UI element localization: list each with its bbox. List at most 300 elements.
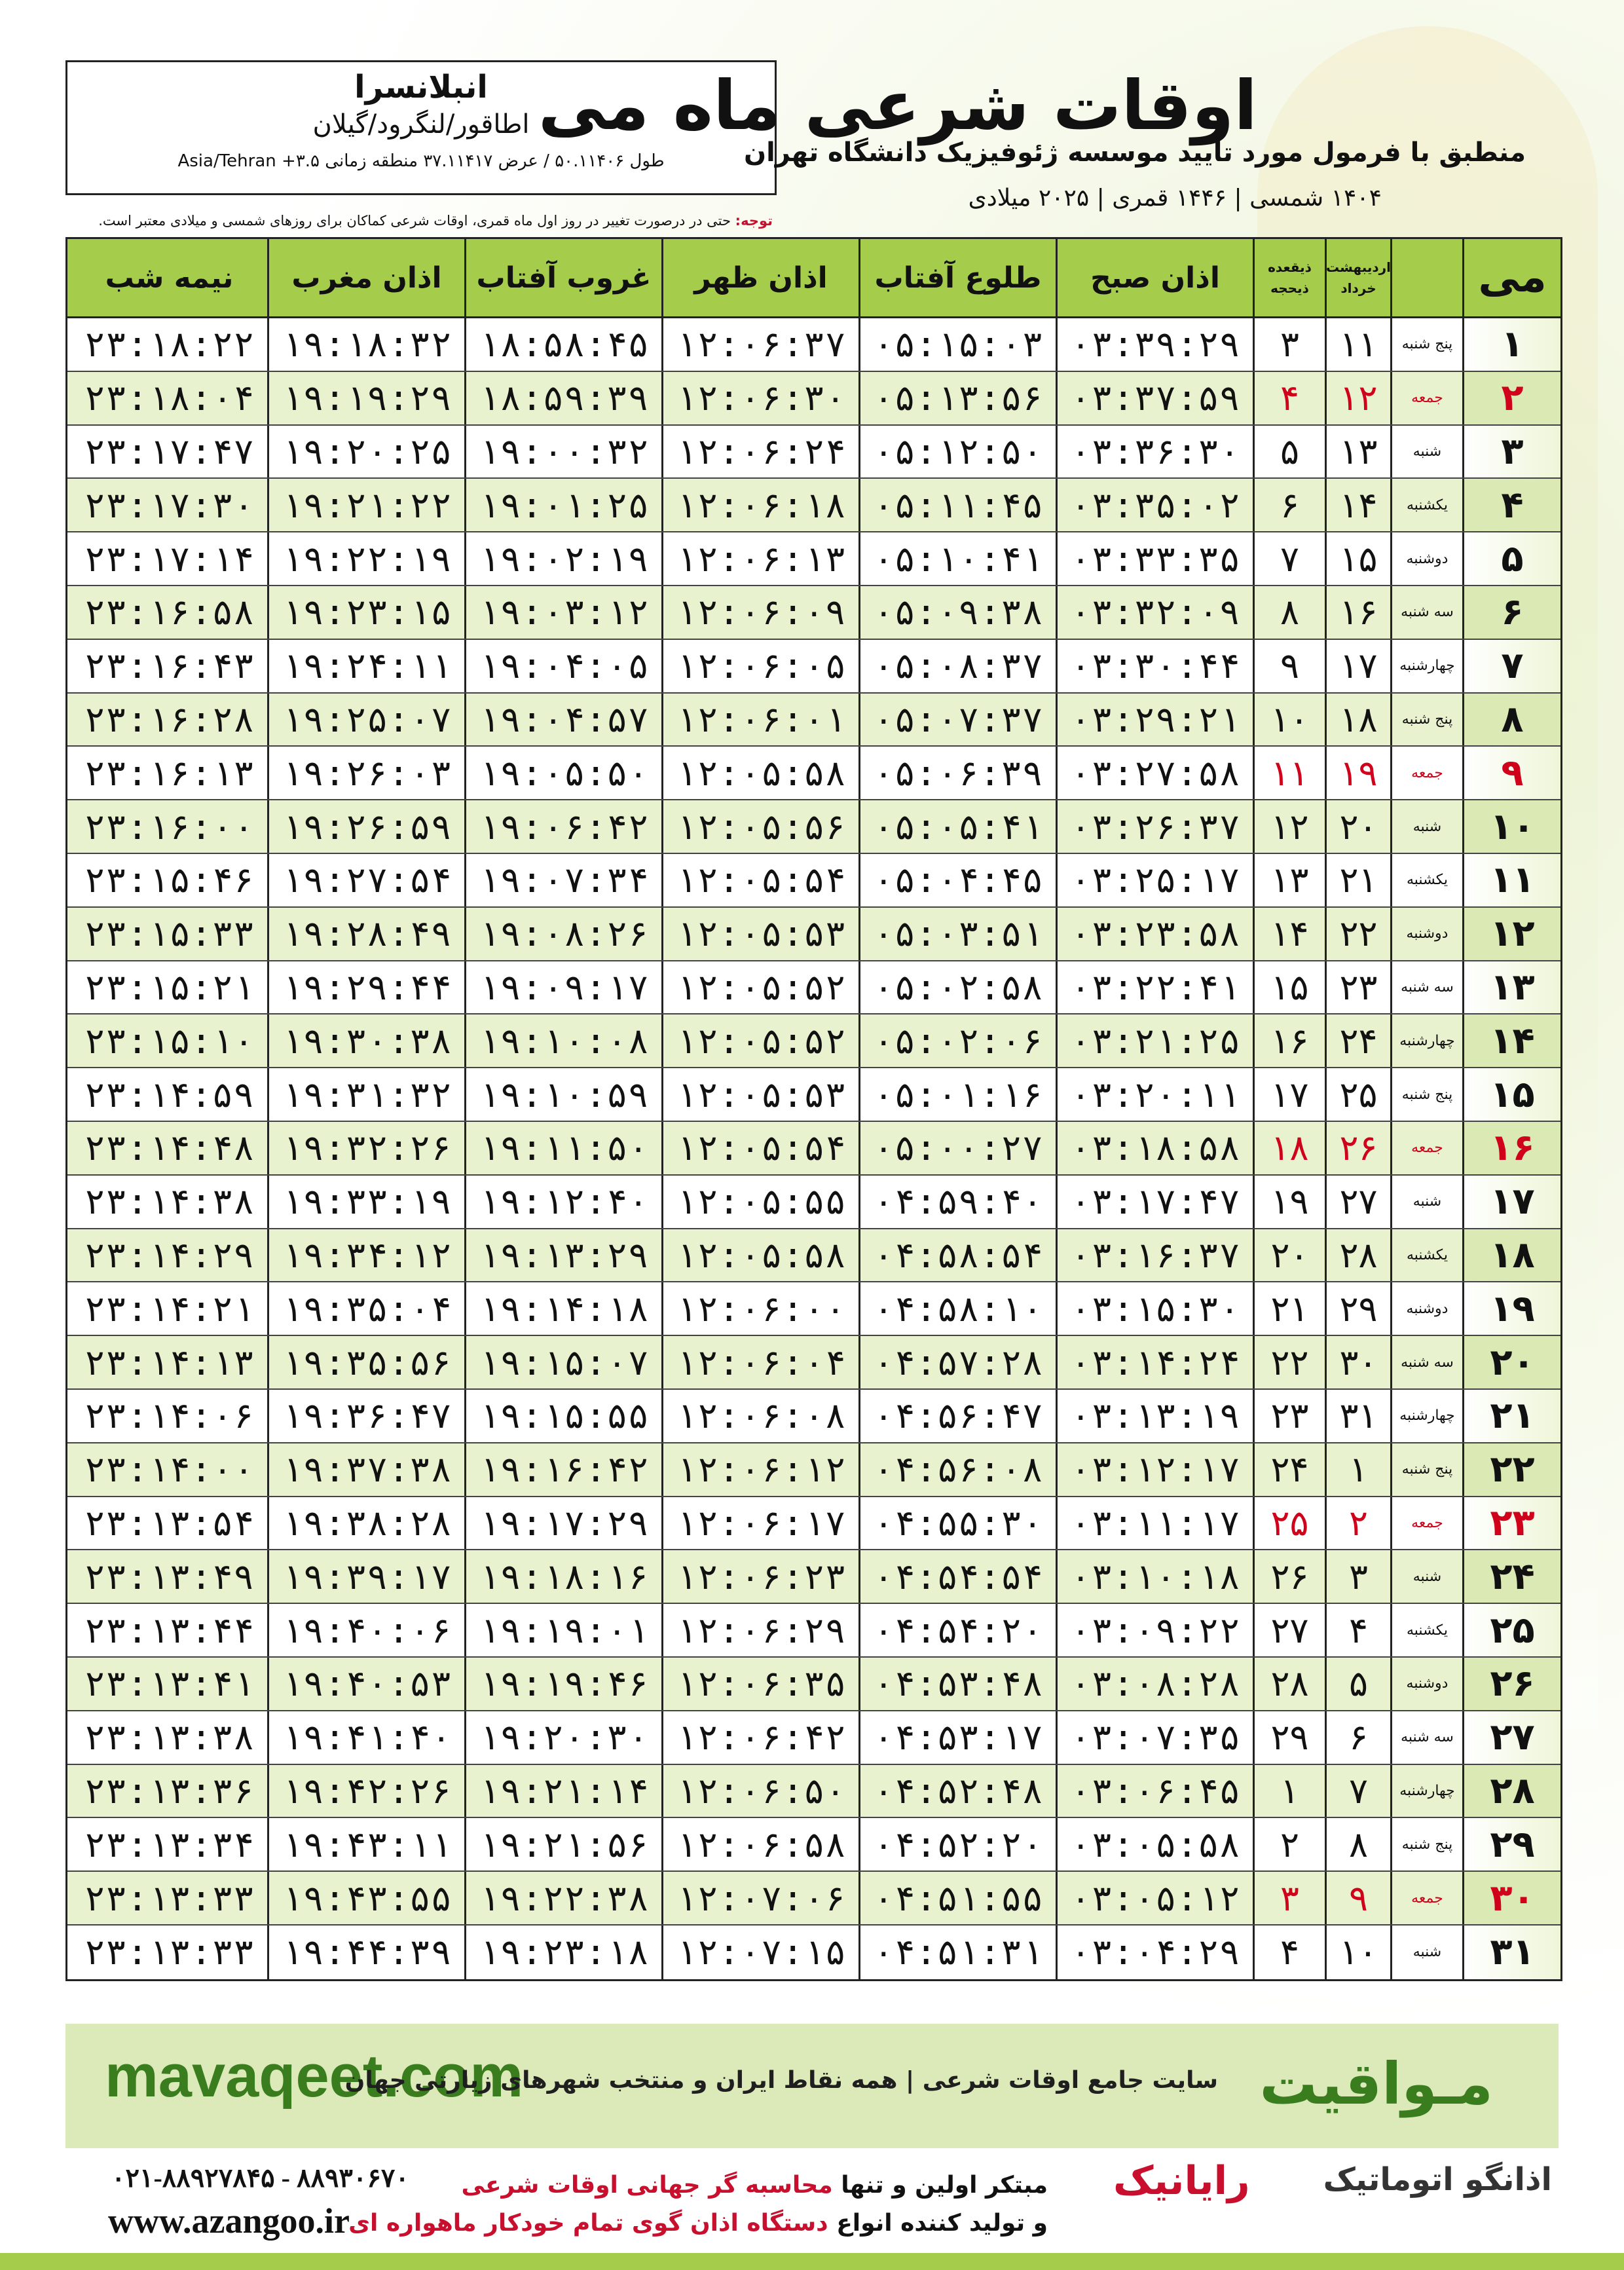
- note: [65, 213, 773, 229]
- fajr-time: ۰۳:۰۸:۲۸: [1056, 1658, 1253, 1710]
- fajr-time: ۰۳:۱۳:۱۹: [1056, 1390, 1253, 1442]
- hijri-day: ۲۱: [1253, 1282, 1325, 1335]
- dhuhr-time: ۱۲:۰۶:۰۸: [661, 1390, 858, 1442]
- maghrib-time: ۱۹:۲۶:۵۹: [267, 800, 464, 853]
- fajr-time: ۰۳:۱۱:۱۷: [1056, 1497, 1253, 1550]
- sunrise-time: ۰۴:۵۱:۳۱: [858, 1926, 1056, 1979]
- fajr-time: ۰۳:۱۶:۳۷: [1056, 1229, 1253, 1282]
- maghrib-time: ۱۹:۴۳:۱۱: [267, 1818, 464, 1870]
- weekday: دوشنبه: [1390, 908, 1462, 960]
- weekday: جمعه: [1390, 1122, 1462, 1174]
- sunset-time: ۱۹:۱۵:۵۵: [464, 1390, 661, 1442]
- dhuhr-time: ۱۲:۰۶:۴۲: [661, 1711, 858, 1764]
- fajr-time: ۰۳:۱۸:۵۸: [1056, 1122, 1253, 1174]
- sunrise-time: ۰۴:۵۳:۴۸: [858, 1658, 1056, 1710]
- maghrib-time: ۱۹:۲۸:۴۹: [267, 908, 464, 960]
- rayanik-logo: رایانیک: [1113, 2158, 1250, 2204]
- solar-day: ۵: [1325, 1658, 1390, 1710]
- header-month1: اردیبهشت: [1325, 259, 1392, 275]
- solar-day: ۶: [1325, 1711, 1390, 1764]
- table-row: [67, 1443, 1560, 1497]
- solar-day: ۱۹: [1325, 747, 1390, 799]
- dhuhr-time: ۱۲:۰۵:۵۸: [661, 747, 858, 799]
- midnight-time: ۲۳:۱۵:۱۰: [84, 1020, 255, 1062]
- midnight-time: ۲۳:۱۶:۲۸: [84, 698, 255, 740]
- day-number: ۱: [1462, 318, 1560, 371]
- maghrib-time: ۱۹:۳۵:۰۴: [267, 1282, 464, 1335]
- maghrib-time: ۱۹:۴۰:۵۳: [267, 1658, 464, 1710]
- table-header: [67, 239, 1560, 318]
- sunset-time: ۱۹:۱۱:۵۰: [464, 1122, 661, 1174]
- weekday: یکشنبه: [1390, 1229, 1462, 1282]
- day-number: ۱۶: [1462, 1122, 1560, 1174]
- calendar-years: ۱۴۰۴ شمسی | ۱۴۴۶ قمری | ۲۰۲۵ میلادی: [968, 185, 1382, 212]
- sunrise-time: ۰۴:۵۹:۴۰: [858, 1176, 1056, 1228]
- solar-day: ۱۸: [1325, 694, 1390, 746]
- day-number: ۱۰: [1462, 800, 1560, 853]
- sunset-time: ۱۹:۰۸:۲۶: [464, 908, 661, 960]
- sunset-time: ۱۹:۱۵:۰۷: [464, 1336, 661, 1388]
- sunrise-time: ۰۴:۵۴:۵۴: [858, 1550, 1056, 1603]
- sunset-time: ۱۹:۱۰:۰۸: [464, 1014, 661, 1067]
- table-row: [67, 1122, 1560, 1176]
- hijri-day: ۱۱: [1253, 747, 1325, 799]
- bottom-bar: [0, 2253, 1624, 2270]
- day-number: ۳: [1462, 426, 1560, 478]
- header-month2: خرداد: [1340, 280, 1376, 296]
- midnight-time: ۲۳:۱۶:۰۰: [84, 806, 255, 847]
- sunrise-time: ۰۴:۵۲:۲۰: [858, 1818, 1056, 1870]
- maghrib-time: ۱۹:۳۰:۳۸: [267, 1014, 464, 1067]
- hijri-day: ۱۲: [1253, 800, 1325, 853]
- page-title: اوقات شرعی ماه می: [538, 65, 1257, 145]
- city-name: انبلانسرا: [354, 69, 488, 105]
- maghrib-time: ۱۹:۲۴:۱۱: [267, 640, 464, 692]
- dhuhr-time: ۱۲:۰۶:۵۸: [661, 1818, 858, 1870]
- solar-day: ۲۱: [1325, 854, 1390, 906]
- midnight-time: ۲۳:۱۳:۵۴: [84, 1502, 255, 1544]
- coordinates: طول ۵۰.۱۱۴۰۶ / عرض ۳۷.۱۱۴۱۷ منطقه زمانی ۳.۵+ Asia/Tehran: [177, 151, 665, 171]
- hijri-day: ۴: [1253, 372, 1325, 424]
- dhuhr-time: ۱۲:۰۵:۵۵: [661, 1176, 858, 1228]
- maghrib-time: ۱۹:۲۵:۰۷: [267, 694, 464, 746]
- solar-day: ۲۷: [1325, 1176, 1390, 1228]
- maghrib-time: ۱۹:۴۳:۵۵: [267, 1872, 464, 1924]
- dhuhr-time: ۱۲:۰۶:۱۲: [661, 1443, 858, 1496]
- sunrise-time: ۰۴:۵۶:۴۷: [858, 1390, 1056, 1442]
- midnight-time: ۲۳:۱۳:۴۱: [84, 1663, 255, 1705]
- weekday: جمعه: [1390, 1872, 1462, 1924]
- fajr-time: ۰۳:۱۲:۱۷: [1056, 1443, 1253, 1496]
- weekday: پنج شنبه: [1390, 1068, 1462, 1121]
- sunrise-time: ۰۴:۵۳:۱۷: [858, 1711, 1056, 1764]
- sunset-time: ۱۹:۰۰:۳۲: [464, 426, 661, 478]
- note-text: حتی در درصورت تغییر در روز اول ماه قمری، اوقات شرعی کماکان برای روزهای شمسی و میلادی معتبر است.: [98, 213, 731, 229]
- sunset-time: ۱۹:۱۷:۲۹: [464, 1497, 661, 1550]
- midnight-time: ۲۳:۱۷:۱۴: [84, 538, 255, 580]
- weekday: سه شنبه: [1390, 586, 1462, 639]
- sunset-time: ۱۹:۱۳:۲۹: [464, 1229, 661, 1282]
- day-number: ۱۴: [1462, 1014, 1560, 1067]
- dhuhr-time: ۱۲:۰۵:۵۲: [661, 1014, 858, 1067]
- fajr-time: ۰۳:۳۲:۰۹: [1056, 586, 1253, 639]
- site-url[interactable]: mavaqeet.com: [105, 2043, 524, 2110]
- midnight-time: ۲۳:۱۶:۵۸: [84, 591, 255, 633]
- midnight-time: ۲۳:۱۶:۴۳: [84, 645, 255, 687]
- table-row: [67, 1550, 1560, 1604]
- hijri-day: ۱۹: [1253, 1176, 1325, 1228]
- website-link[interactable]: www.azangoo.ir: [108, 2201, 350, 2241]
- maghrib-time: ۱۹:۳۷:۳۸: [267, 1443, 464, 1496]
- footer-band: [65, 2024, 1559, 2148]
- dhuhr-time: ۱۲:۰۷:۱۵: [661, 1926, 858, 1979]
- hijri-day: ۴: [1253, 1926, 1325, 1979]
- maghrib-time: ۱۹:۳۴:۱۲: [267, 1229, 464, 1282]
- note-label: توجه:: [735, 213, 773, 229]
- midnight-time: ۲۳:۱۳:۳۳: [84, 1877, 255, 1919]
- dhuhr-time: ۱۲:۰۵:۵۲: [661, 961, 858, 1014]
- sunset-time: ۱۸:۵۸:۴۵: [464, 318, 661, 371]
- header-fajr: اذان صبح: [1056, 239, 1253, 316]
- dhuhr-time: ۱۲:۰۶:۰۰: [661, 1282, 858, 1335]
- header-sunset: غروب آفتاب: [464, 239, 661, 316]
- solar-day: ۲۰: [1325, 800, 1390, 853]
- maghrib-time: ۱۹:۳۶:۴۷: [267, 1390, 464, 1442]
- weekday: شنبه: [1390, 800, 1462, 853]
- solar-day: ۱۶: [1325, 586, 1390, 639]
- sunrise-time: ۰۴:۵۵:۳۰: [858, 1497, 1056, 1550]
- sunrise-time: ۰۴:۵۷:۲۸: [858, 1336, 1056, 1388]
- hijri-day: ۲: [1253, 1818, 1325, 1870]
- table-row: [67, 854, 1560, 908]
- dhuhr-time: ۱۲:۰۵:۵۶: [661, 800, 858, 853]
- table-row: [67, 586, 1560, 640]
- sunrise-time: ۰۴:۵۶:۰۸: [858, 1443, 1056, 1496]
- maghrib-time: ۱۹:۴۱:۴۰: [267, 1711, 464, 1764]
- weekday: دوشنبه: [1390, 1282, 1462, 1335]
- fajr-time: ۰۳:۲۵:۱۷: [1056, 854, 1253, 906]
- weekday: پنج شنبه: [1390, 694, 1462, 746]
- weekday: سه شنبه: [1390, 1336, 1462, 1388]
- hijri-day: ۱۸: [1253, 1122, 1325, 1174]
- maghrib-time: ۱۹:۳۵:۵۶: [267, 1336, 464, 1388]
- fajr-time: ۰۳:۳۶:۳۰: [1056, 426, 1253, 478]
- midnight-time: ۲۳:۱۳:۳۳: [84, 1931, 255, 1973]
- sunrise-time: ۰۵:۱۱:۴۵: [858, 479, 1056, 531]
- sunset-time: ۱۹:۰۶:۴۲: [464, 800, 661, 853]
- maghrib-time: ۱۹:۲۹:۴۴: [267, 961, 464, 1014]
- sunrise-time: ۰۵:۱۰:۴۱: [858, 532, 1056, 585]
- midnight-time: ۲۳:۱۴:۰۶: [84, 1395, 255, 1437]
- hijri-day: ۲۳: [1253, 1390, 1325, 1442]
- fajr-time: ۰۳:۱۰:۱۸: [1056, 1550, 1253, 1603]
- midnight-time: ۲۳:۱۸:۰۴: [84, 377, 255, 419]
- day-number: ۹: [1462, 747, 1560, 799]
- maghrib-time: ۱۹:۳۱:۳۲: [267, 1068, 464, 1121]
- hijri-day: ۷: [1253, 532, 1325, 585]
- promo-line-1-b: محاسبه گر جهانی اوقات شرعی: [461, 2172, 833, 2199]
- sunset-time: ۱۹:۰۴:۰۵: [464, 640, 661, 692]
- table-row: [67, 694, 1560, 747]
- day-number: ۲۸: [1462, 1765, 1560, 1817]
- solar-day: ۳۱: [1325, 1390, 1390, 1442]
- day-number: ۵: [1462, 532, 1560, 585]
- sunset-time: ۱۹:۰۳:۱۲: [464, 586, 661, 639]
- midnight-time: ۲۳:۱۶:۱۳: [84, 752, 255, 794]
- weekday: سه شنبه: [1390, 961, 1462, 1014]
- fajr-time: ۰۳:۰۵:۵۸: [1056, 1818, 1253, 1870]
- weekday: دوشنبه: [1390, 1658, 1462, 1710]
- sunset-time: ۱۹:۱۹:۰۱: [464, 1604, 661, 1656]
- day-number: ۲۵: [1462, 1604, 1560, 1656]
- fajr-time: ۰۳:۳۷:۵۹: [1056, 372, 1253, 424]
- phone-numbers: ۰۲۱-۸۸۹۲۷۸۴۵ - ۸۸۹۳۰۶۷۰: [111, 2163, 409, 2193]
- hijri-day: ۱۰: [1253, 694, 1325, 746]
- day-number: ۱۳: [1462, 961, 1560, 1014]
- weekday: سه شنبه: [1390, 1711, 1462, 1764]
- sunrise-time: ۰۴:۵۸:۱۰: [858, 1282, 1056, 1335]
- midnight-time: ۲۳:۱۴:۳۸: [84, 1181, 255, 1223]
- weekday: شنبه: [1390, 1176, 1462, 1228]
- weekday: شنبه: [1390, 426, 1462, 478]
- maghrib-time: ۱۹:۱۹:۲۹: [267, 372, 464, 424]
- fajr-time: ۰۳:۳۳:۳۵: [1056, 532, 1253, 585]
- header-solar-months: [1325, 239, 1390, 316]
- dhuhr-time: ۱۲:۰۶:۱۳: [661, 532, 858, 585]
- fajr-time: ۰۳:۰۹:۲۲: [1056, 1604, 1253, 1656]
- maghrib-time: ۱۹:۲۶:۰۳: [267, 747, 464, 799]
- solar-day: ۱۲: [1325, 372, 1390, 424]
- weekday: چهارشنبه: [1390, 1014, 1462, 1067]
- midnight-time: ۲۳:۱۵:۳۳: [84, 913, 255, 955]
- day-number: ۳۰: [1462, 1872, 1560, 1924]
- maghrib-time: ۱۹:۳۳:۱۹: [267, 1176, 464, 1228]
- prayer-times-table: [65, 237, 1562, 1981]
- hijri-day: ۲۷: [1253, 1604, 1325, 1656]
- midnight-time: ۲۳:۱۵:۴۶: [84, 859, 255, 901]
- site-description: سایت جامع اوقات شرعی | همه نقاط ایران و منتخب شهرهای زیارتی جهان: [344, 2067, 1218, 2094]
- hijri-day: ۲۵: [1253, 1497, 1325, 1550]
- azangoo-logo: اذانگو اتوماتیک: [1323, 2161, 1552, 2198]
- region-name: اطاقور/لنگرود/گیلان: [312, 109, 530, 140]
- solar-day: ۲۸: [1325, 1229, 1390, 1282]
- day-number: ۲۳: [1462, 1497, 1560, 1550]
- dhuhr-time: ۱۲:۰۶:۳۵: [661, 1658, 858, 1710]
- hijri-day: ۵: [1253, 426, 1325, 478]
- day-number: ۸: [1462, 694, 1560, 746]
- weekday: جمعه: [1390, 1497, 1462, 1550]
- sunrise-time: ۰۵:۰۵:۴۱: [858, 800, 1056, 853]
- sunrise-time: ۰۵:۰۲:۰۶: [858, 1014, 1056, 1067]
- sunset-time: ۱۹:۱۰:۵۹: [464, 1068, 661, 1121]
- hijri-day: ۳: [1253, 1872, 1325, 1924]
- maghrib-time: ۱۹:۴۰:۰۶: [267, 1604, 464, 1656]
- header-may: می: [1462, 239, 1560, 316]
- maghrib-time: ۱۹:۲۷:۵۴: [267, 854, 464, 906]
- fajr-time: ۰۳:۲۳:۵۸: [1056, 908, 1253, 960]
- header-hijri-months: [1253, 239, 1325, 316]
- day-number: ۱۷: [1462, 1176, 1560, 1228]
- fajr-time: ۰۳:۲۹:۲۱: [1056, 694, 1253, 746]
- midnight-time: ۲۳:۱۴:۰۰: [84, 1449, 255, 1491]
- promo-line-1-a: مبتکر اولین و تنها: [841, 2172, 1048, 2199]
- weekday: یکشنبه: [1390, 479, 1462, 531]
- day-number: ۲۶: [1462, 1658, 1560, 1710]
- sunset-time: ۱۹:۱۶:۴۲: [464, 1443, 661, 1496]
- sunrise-time: ۰۵:۱۳:۵۶: [858, 372, 1056, 424]
- table-row: [67, 1336, 1560, 1390]
- day-number: ۱۱: [1462, 854, 1560, 906]
- hijri-day: ۲۰: [1253, 1229, 1325, 1282]
- maghrib-time: ۱۹:۳۸:۲۸: [267, 1497, 464, 1550]
- weekday: جمعه: [1390, 372, 1462, 424]
- hijri-day: ۲۶: [1253, 1550, 1325, 1603]
- weekday: شنبه: [1390, 1550, 1462, 1603]
- hijri-day: ۲۴: [1253, 1443, 1325, 1496]
- day-number: ۴: [1462, 479, 1560, 531]
- fajr-time: ۰۳:۰۴:۲۹: [1056, 1926, 1253, 1979]
- midnight-time: ۲۳:۱۷:۳۰: [84, 484, 255, 526]
- hijri-day: ۱۶: [1253, 1014, 1325, 1067]
- day-number: ۷: [1462, 640, 1560, 692]
- sunrise-time: ۰۵:۰۸:۳۷: [858, 640, 1056, 692]
- midnight-time: ۲۳:۱۳:۳۸: [84, 1717, 255, 1758]
- hijri-day: ۲۹: [1253, 1711, 1325, 1764]
- dhuhr-time: ۱۲:۰۵:۵۳: [661, 1068, 858, 1121]
- sunset-time: ۱۹:۲۳:۱۸: [464, 1926, 661, 1979]
- table-row: [67, 1765, 1560, 1819]
- sunset-time: ۱۹:۱۸:۱۶: [464, 1550, 661, 1603]
- dhuhr-time: ۱۲:۰۶:۲۳: [661, 1550, 858, 1603]
- dhuhr-time: ۱۲:۰۶:۰۵: [661, 640, 858, 692]
- table-row: [67, 1390, 1560, 1443]
- sunset-time: ۱۹:۱۴:۱۸: [464, 1282, 661, 1335]
- sunrise-time: ۰۵:۰۷:۳۷: [858, 694, 1056, 746]
- midnight-time: ۲۳:۱۵:۲۱: [84, 966, 255, 1008]
- sunset-time: ۱۹:۱۲:۴۰: [464, 1176, 661, 1228]
- solar-day: ۲: [1325, 1497, 1390, 1550]
- hijri-day: ۸: [1253, 586, 1325, 639]
- sunset-time: ۱۹:۰۵:۵۰: [464, 747, 661, 799]
- solar-day: ۲۲: [1325, 908, 1390, 960]
- hijri-day: ۱۷: [1253, 1068, 1325, 1121]
- sunrise-time: ۰۵:۰۳:۵۱: [858, 908, 1056, 960]
- sunrise-time: ۰۵:۰۴:۴۵: [858, 854, 1056, 906]
- sunrise-time: ۰۴:۵۴:۲۰: [858, 1604, 1056, 1656]
- promo-line-2-b: دستگاه اذان گوی تمام خودکار ماهواره ای: [348, 2209, 828, 2237]
- header-hijri2: ذیحجه: [1270, 280, 1309, 296]
- sunset-time: ۱۹:۰۹:۱۷: [464, 961, 661, 1014]
- hijri-day: ۲۲: [1253, 1336, 1325, 1388]
- table-row: [67, 961, 1560, 1015]
- sunrise-time: ۰۵:۰۹:۳۸: [858, 586, 1056, 639]
- fajr-time: ۰۳:۱۷:۴۷: [1056, 1176, 1253, 1228]
- fajr-time: ۰۳:۲۲:۴۱: [1056, 961, 1253, 1014]
- dhuhr-time: ۱۲:۰۶:۳۰: [661, 372, 858, 424]
- table-row: [67, 1229, 1560, 1283]
- fajr-time: ۰۳:۰۷:۳۵: [1056, 1711, 1253, 1764]
- sunrise-time: ۰۵:۰۶:۳۹: [858, 747, 1056, 799]
- table-row: [67, 372, 1560, 426]
- promo-line-1: [348, 2167, 1048, 2205]
- hijri-day: ۶: [1253, 479, 1325, 531]
- promo-line-2: [348, 2205, 1048, 2242]
- header-dhuhr: اذان ظهر: [661, 239, 858, 316]
- hijri-day: ۹: [1253, 640, 1325, 692]
- hijri-day: ۲۸: [1253, 1658, 1325, 1710]
- fajr-time: ۰۳:۲۱:۲۵: [1056, 1014, 1253, 1067]
- table-row: [67, 1711, 1560, 1765]
- hijri-day: ۱: [1253, 1765, 1325, 1817]
- table-row: [67, 1926, 1560, 1979]
- maghrib-time: ۱۹:۴۴:۳۹: [267, 1926, 464, 1979]
- solar-day: ۲۴: [1325, 1014, 1390, 1067]
- midnight-time: ۲۳:۱۴:۵۹: [84, 1073, 255, 1115]
- table-row: [67, 1068, 1560, 1122]
- table-row: [67, 800, 1560, 854]
- sunrise-time: ۰۵:۰۲:۵۸: [858, 961, 1056, 1014]
- header-hijri1: ذیقعده: [1268, 259, 1312, 275]
- dhuhr-time: ۱۲:۰۶:۲۴: [661, 426, 858, 478]
- solar-day: ۱۵: [1325, 532, 1390, 585]
- table-row: [67, 747, 1560, 800]
- maghrib-time: ۱۹:۳۲:۲۶: [267, 1122, 464, 1174]
- header-maghrib: اذان مغرب: [267, 239, 464, 316]
- day-number: ۲۲: [1462, 1443, 1560, 1496]
- midnight-time: ۲۳:۱۳:۳۶: [84, 1770, 255, 1812]
- sunrise-time: ۰۴:۵۱:۵۵: [858, 1872, 1056, 1924]
- weekday: چهارشنبه: [1390, 640, 1462, 692]
- day-number: ۱۵: [1462, 1068, 1560, 1121]
- table-row: [67, 908, 1560, 961]
- dhuhr-time: ۱۲:۰۶:۰۱: [661, 694, 858, 746]
- sunset-time: ۱۹:۲۱:۵۶: [464, 1818, 661, 1870]
- sunset-time: ۱۹:۲۰:۳۰: [464, 1711, 661, 1764]
- day-number: ۲۱: [1462, 1390, 1560, 1442]
- day-number: ۲: [1462, 372, 1560, 424]
- weekday: جمعه: [1390, 747, 1462, 799]
- midnight-time: ۲۳:۱۴:۱۳: [84, 1341, 255, 1383]
- sunrise-time: ۰۴:۵۸:۵۴: [858, 1229, 1056, 1282]
- sunrise-time: ۰۵:۰۰:۲۷: [858, 1122, 1056, 1174]
- dhuhr-time: ۱۲:۰۶:۱۸: [661, 479, 858, 531]
- page-subtitle: منطبق با فرمول مورد تایید موسسه ژئوفیزیک دانشگاه تهران: [743, 138, 1526, 168]
- fajr-time: ۰۳:۱۴:۲۴: [1056, 1336, 1253, 1388]
- weekday: شنبه: [1390, 1926, 1462, 1979]
- table-row: [67, 479, 1560, 532]
- day-number: ۶: [1462, 586, 1560, 639]
- maghrib-time: ۱۹:۳۹:۱۷: [267, 1550, 464, 1603]
- midnight-time: ۲۳:۱۷:۴۷: [84, 430, 255, 472]
- midnight-time: ۲۳:۱۳:۳۴: [84, 1823, 255, 1865]
- dhuhr-time: ۱۲:۰۶:۰۴: [661, 1336, 858, 1388]
- maghrib-time: ۱۹:۱۸:۳۲: [267, 318, 464, 371]
- dhuhr-time: ۱۲:۰۵:۵۴: [661, 1122, 858, 1174]
- weekday: یکشنبه: [1390, 854, 1462, 906]
- solar-day: ۱: [1325, 1443, 1390, 1496]
- promo-line-2-a: و تولید کننده انواع: [836, 2209, 1048, 2237]
- sunrise-time: ۰۵:۰۱:۱۶: [858, 1068, 1056, 1121]
- dhuhr-time: ۱۲:۰۷:۰۶: [661, 1872, 858, 1924]
- sunset-time: ۱۹:۲۲:۳۸: [464, 1872, 661, 1924]
- midnight-time: ۲۳:۱۳:۴۹: [84, 1555, 255, 1597]
- table-row: [67, 640, 1560, 694]
- solar-day: ۲۹: [1325, 1282, 1390, 1335]
- fajr-time: ۰۳:۲۶:۳۷: [1056, 800, 1253, 853]
- weekday: پنج شنبه: [1390, 318, 1462, 371]
- table-row: [67, 1497, 1560, 1551]
- table-row: [67, 1818, 1560, 1872]
